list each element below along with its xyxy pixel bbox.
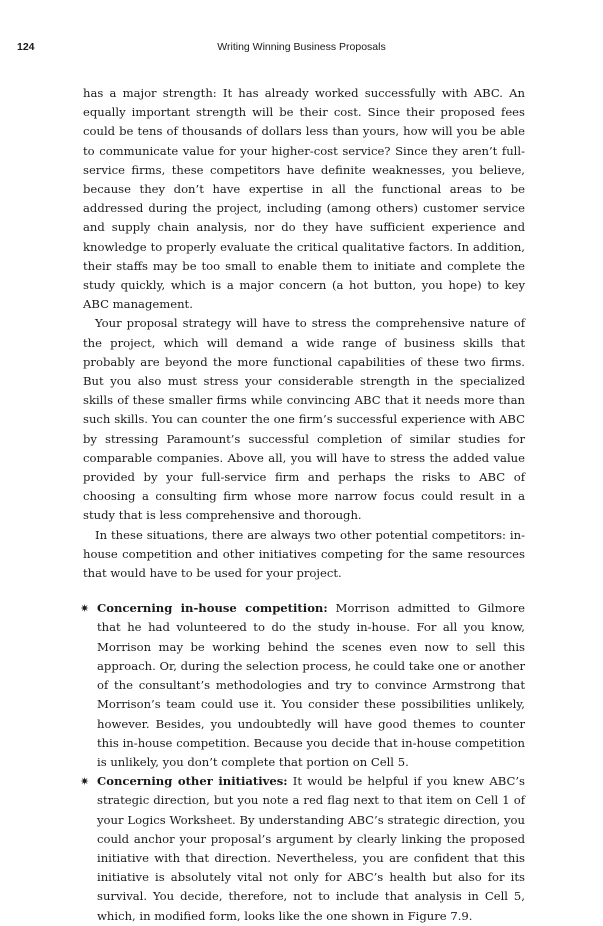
paragraph-potential-competitors: In these situations, there are always two other potential competitors: in-house competition and other initiatives competing for the same resources that would have to be used for your project.: [83, 527, 525, 581]
bullet-text: It would be helpful if you knew ABC’s strategic direction, but you note a red flag next to that item on Cell 1 of your Logics Worksheet. By understanding ABC’s strategic direction, you could anchor your proposal’s argument by clearly linking the proposed initiative with that direction. Nevertheless, you are confident that this initiative is absolutely vital not only for ABC’s health but also for its survival. You decide, therefore, not to include that analysis in Cell 5, which, in modified form, looks like the one shown in Figure 7.9.: [97, 774, 525, 923]
bullet-star-icon: ✷: [80, 602, 90, 616]
bullet-star-icon: ✷: [80, 775, 90, 789]
bullet-list: [80, 599, 525, 925]
bullet-title: Concerning other initiatives:: [97, 774, 288, 789]
bullet-item-other-initiatives: [80, 772, 525, 926]
running-head: [0, 41, 603, 57]
running-title: Writing Winning Business Proposals: [217, 41, 386, 53]
paragraph-continued: has a major strength: It has already worked successfully with ABC. An equally important strength will be their cost. Since their proposed fees could be tens of thousands of dollars less than yours, how will you be able to communicate value for your higher-cost service? Since they aren’t full-service firms, these competitors have definite weaknesses, you believe, because they don’t have expertise in all the functional areas to be addressed during the project, including (among others) customer service and supply chain analysis, nor do they have sufficient experience and knowledge to properly evaluate the critical qualitative factors. In addition, their staffs may be too small to enable them to initiate and complete the study quickly, which is a major concern (a hot button, you hope) to key ABC management.: [83, 86, 525, 312]
body-text: [80, 84, 525, 926]
bullet-item-in-house-competition: [80, 599, 525, 772]
paragraph-proposal-strategy: Your proposal strategy will have to stress the comprehensive nature of the project, which will demand a wide range of business skills that probably are beyond the more functional capabilities of these two firms. But you also must stress your considerable strength in the specialized skills of these smaller firms while convincing ABC that it needs more than such skills. You can counter the one firm’s successful experience with ABC by stressing Paramount’s successful completion of similar studies for comparable companies. Above all, you will have to stress the added value provided by your full-service firm and perhaps the risks to ABC of choosing a consulting firm whose more narrow focus could result in a study that is less comprehensive and thorough.: [83, 316, 525, 523]
bullet-text: Morrison admitted to Gilmore that he had volunteered to do the study in-house. For all you know, Morrison may be working behind the scenes even now to sell this approach. Or, during the selection process, he could take one or another of the consultant’s methodologies and try to convince Armstrong that Morrison’s team could use it. You consider these possibilities unlikely, however. Besides, you undoubtedly will have good themes to counter this in-house competition. Because you decide that in-house competition is unlikely, you don’t complete that portion on Cell 5.: [97, 601, 525, 769]
bullet-title: Concerning in-house competition:: [97, 601, 328, 616]
page-number: 124: [17, 41, 35, 53]
